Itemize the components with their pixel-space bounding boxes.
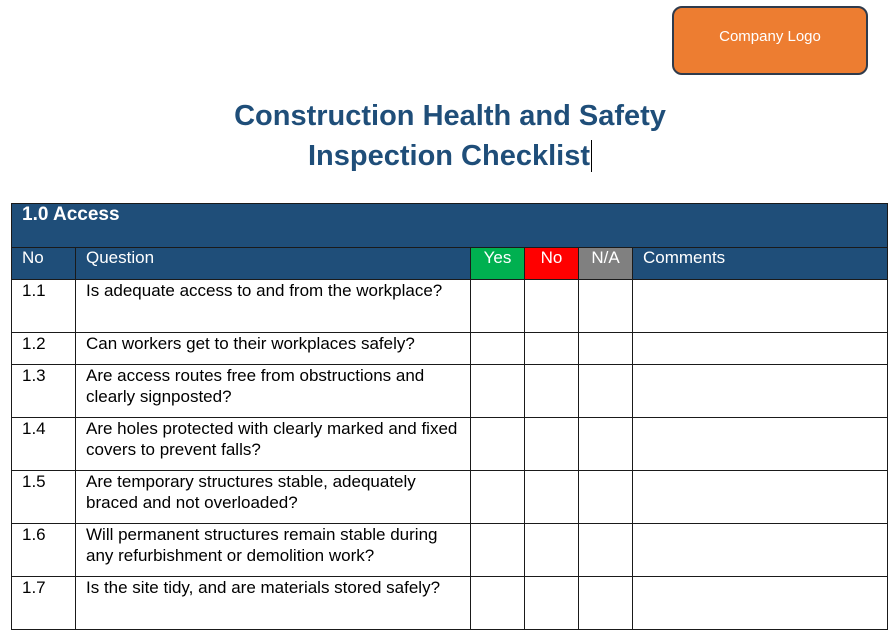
row-number: 1.5 <box>12 471 76 524</box>
na-cell[interactable] <box>579 333 633 365</box>
na-cell[interactable] <box>579 365 633 418</box>
comments-cell[interactable] <box>633 365 888 418</box>
table-row <box>12 524 888 577</box>
checklist-body <box>12 204 888 630</box>
row-question: Will permanent structures remain stable during any refurbishment or demolition work? <box>76 524 471 577</box>
row-question: Can workers get to their workplaces safely? <box>76 333 471 365</box>
na-cell[interactable] <box>579 524 633 577</box>
na-cell[interactable] <box>579 280 633 333</box>
yes-cell[interactable] <box>471 365 525 418</box>
comments-cell[interactable] <box>633 280 888 333</box>
title-line-1: Construction Health and Safety <box>234 100 666 132</box>
title-line-2-wrap <box>0 136 890 176</box>
table-row <box>12 577 888 630</box>
no-cell[interactable] <box>525 524 579 577</box>
comments-cell[interactable] <box>633 524 888 577</box>
row-question: Is the site tidy, and are materials stored safely? <box>76 577 471 630</box>
comments-cell[interactable] <box>633 418 888 471</box>
yes-cell[interactable] <box>471 333 525 365</box>
checklist-table <box>11 203 888 630</box>
section-header-row <box>12 204 888 248</box>
column-header-yes: Yes <box>471 248 525 280</box>
column-header-row <box>12 248 888 280</box>
column-header-no-answer: No <box>525 248 579 280</box>
no-cell[interactable] <box>525 471 579 524</box>
table-row <box>12 333 888 365</box>
table-row <box>12 365 888 418</box>
yes-cell[interactable] <box>471 577 525 630</box>
no-cell[interactable] <box>525 333 579 365</box>
row-question: Are access routes free from obstructions and clearly signposted? <box>76 365 471 418</box>
yes-cell[interactable] <box>471 524 525 577</box>
text-cursor <box>591 140 592 172</box>
company-logo-label: Company Logo <box>719 28 821 45</box>
table-row <box>12 471 888 524</box>
na-cell[interactable] <box>579 418 633 471</box>
row-question: Are holes protected with clearly marked and fixed covers to prevent falls? <box>76 418 471 471</box>
column-header-question: Question <box>76 248 471 280</box>
table-row <box>12 280 888 333</box>
document-title <box>0 96 890 176</box>
yes-cell[interactable] <box>471 418 525 471</box>
row-number: 1.2 <box>12 333 76 365</box>
row-number: 1.4 <box>12 418 76 471</box>
row-number: 1.6 <box>12 524 76 577</box>
no-cell[interactable] <box>525 365 579 418</box>
section-title: 1.0 Access <box>12 204 888 248</box>
yes-cell[interactable] <box>471 280 525 333</box>
row-number: 1.7 <box>12 577 76 630</box>
na-cell[interactable] <box>579 471 633 524</box>
comments-cell[interactable] <box>633 577 888 630</box>
column-header-na: N/A <box>579 248 633 280</box>
column-header-no: No <box>12 248 76 280</box>
no-cell[interactable] <box>525 577 579 630</box>
column-header-comments: Comments <box>633 248 888 280</box>
row-question: Are temporary structures stable, adequately braced and not overloaded? <box>76 471 471 524</box>
company-logo-placeholder <box>672 6 868 75</box>
comments-cell[interactable] <box>633 333 888 365</box>
na-cell[interactable] <box>579 577 633 630</box>
row-number: 1.3 <box>12 365 76 418</box>
no-cell[interactable] <box>525 280 579 333</box>
row-question: Is adequate access to and from the workplace? <box>76 280 471 333</box>
yes-cell[interactable] <box>471 471 525 524</box>
row-number: 1.1 <box>12 280 76 333</box>
title-line-2: Inspection Checklist <box>307 140 590 172</box>
comments-cell[interactable] <box>633 471 888 524</box>
no-cell[interactable] <box>525 418 579 471</box>
table-row <box>12 418 888 471</box>
